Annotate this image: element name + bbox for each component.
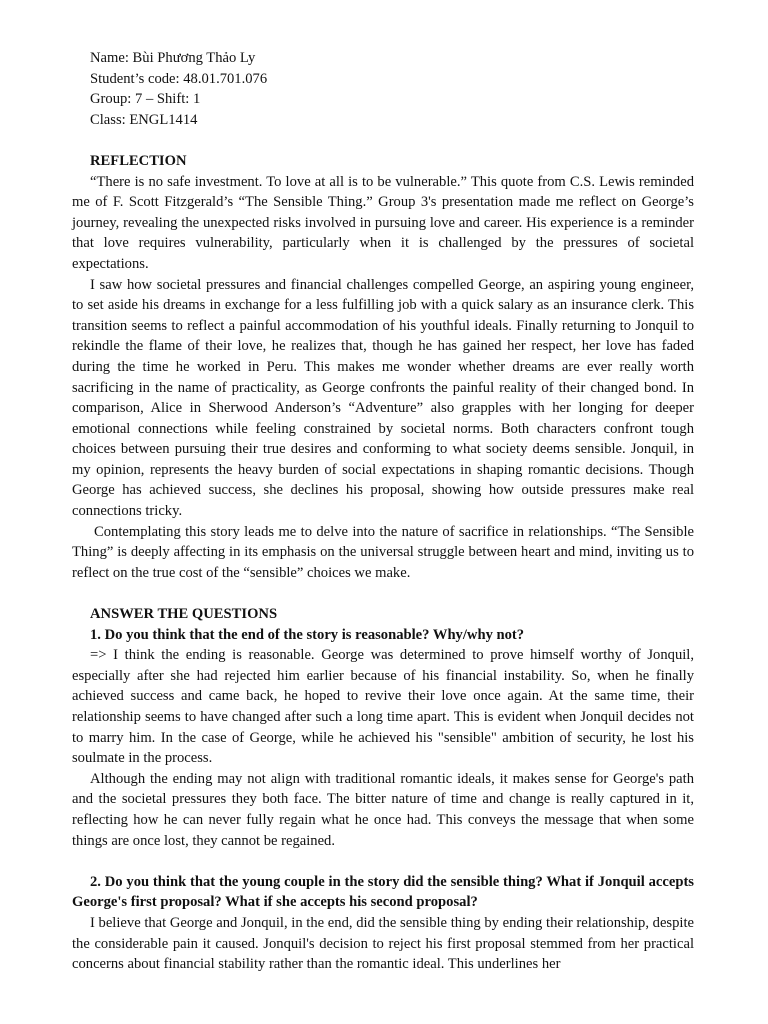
reflection-heading: REFLECTION (90, 152, 187, 169)
question-1: 1. Do you think that the end of the story is reasonable? Why/why not? (90, 626, 525, 643)
spacer (72, 583, 694, 604)
question-2 (72, 872, 694, 913)
document-page (72, 48, 694, 975)
student-info (72, 48, 694, 130)
answer-2-paragraph-1: I believe that George and Jonquil, in the end, did the sensible thing by ending their relationship, despite the considerable pain it caused. Jonquil's decision to reject his first proposal stemmed from her practical concerns about financial stability rather than the romantic ideal. This underlines her (72, 914, 694, 973)
class-code: Class: ENGL1414 (90, 111, 198, 128)
question-2-text: . Do you think that the young couple in the story did the sensible thing? What if Jonquil accepts George's first proposal? What if she accepts his second proposal? (72, 873, 694, 911)
reflection-paragraph-3: Contemplating this story leads me to delve into the nature of sacrifice in relationships. “The Sensible Thing” is deeply affecting in its emphasis on the universal struggle between heart and mind, inviting us to reflect on the true cost of the “sensible” choices we make. (72, 523, 694, 581)
reflection-paragraph-2: I saw how societal pressures and financial challenges compelled George, an aspiring young engineer, to set aside his dreams in exchange for a less fulfilling job with a quick salary as an insurance clerk. This transition seems to reflect a painful accommodation of his youthful ideals. Finally returning to Jonquil to rekindle the flame of their love, he realizes that, though he has gained her respect, her love has faded during the time he worked in Peru. This makes me wonder whether dreams are ever really worth sacrificing in the name of practicality, as George confronts the painful reality of their changed bond. In comparison, Alice in Sherwood Anderson’s “Adventure” also grapples with her longing for deeper emotional connections while feeling constrained by societal norms. Both characters confront tough choices between pursuing their true desires and conforming to what society deems sensible. Jonquil, in my opinion, represents the heavy burden of social expectations in shaping romantic decisions. Though George has achieved success, she declines his proposal, showing how outside pressures make real connections tricky. (72, 276, 694, 520)
question-2-number: 2 (90, 873, 98, 890)
answer-1-paragraph-2: Although the ending may not align with traditional romantic ideals, it makes sense for George's path and the societal pressures they both face. The bitter nature of time and change is really captured in it, reflecting how he can never fully regain what he once had. This conveys the message that when some things are once lost, they cannot be regained. (72, 770, 694, 849)
spacer (72, 130, 694, 151)
student-name: Name: Bùi Phương Thảo Ly (90, 50, 256, 66)
questions-section (72, 604, 694, 975)
group-shift: Group: 7 – Shift: 1 (90, 91, 201, 108)
questions-heading: ANSWER THE QUESTIONS (90, 606, 278, 623)
reflection-section (72, 151, 694, 583)
student-code: Student’s code: 48.01.701.076 (90, 70, 268, 87)
reflection-paragraph-1: “There is no safe investment. To love at all is to be vulnerable.” This quote from C.S. Lewis reminded me of F. Scott Fitzgerald’s “The Sensible Thing.” Group 3's presentation made me reflect on George’s journey, revealing the unexpected risks involved in pursuing love and career. His experience is a reminder that love requires vulnerability, particularly when it is challenged by the pressures of societal expectations. (72, 173, 694, 272)
answer-1-paragraph-1: => I think the ending is reasonable. George was determined to prove himself worthy of Jonquil, especially after she had rejected him earlier because of his financial instability. So, when he finally achieved success and came back, he hoped to revive their love once again. At the same time, their relationship seems to have changed after such a long time apart. This is evident when Jonquil decides not to marry him. In the case of George, while he achieved his "sensible" ambition of security, he lost his soulmate in the process. (72, 647, 694, 767)
spacer (72, 851, 694, 872)
